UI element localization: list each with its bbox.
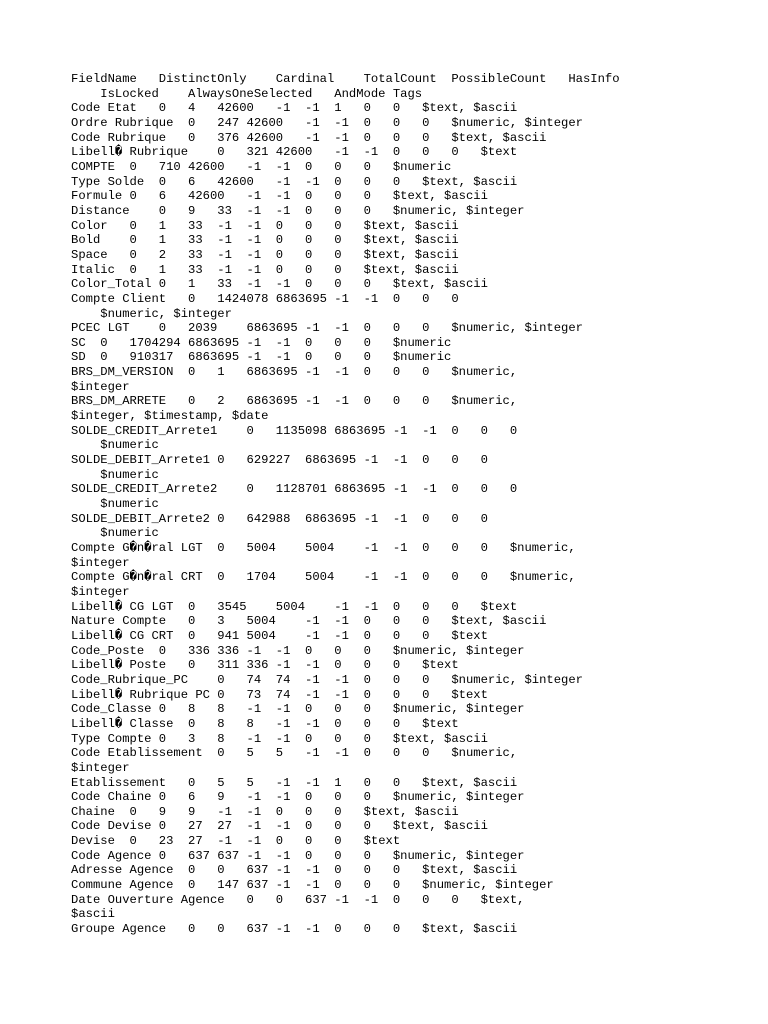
text-line: Nature Compte 0 3 5004 -1 -1 0 0 0 $text, $ascii	[71, 614, 547, 629]
text-line: $integer, $timestamp, $date	[71, 409, 269, 424]
text-line: $numeric	[71, 438, 159, 453]
text-line: $numeric	[71, 526, 159, 541]
text-line: Adresse Agence 0 0 637 -1 -1 0 0 0 $text, $ascii	[71, 863, 518, 878]
text-line: BRS_DM_ARRETE 0 2 6863695 -1 -1 0 0 0 $numeric,	[71, 394, 518, 409]
text-line: Code Etat 0 4 42600 -1 -1 1 0 0 $text, $ascii	[71, 101, 518, 116]
text-line: Libell� CG CRT 0 941 5004 -1 -1 0 0 0 $text	[71, 628, 488, 643]
text-line: Devise 0 23 27 -1 -1 0 0 0 $text	[71, 834, 401, 849]
text-line: Libell� Rubrique 0 321 42600 -1 -1 0 0 0 $text	[71, 145, 518, 160]
text-line: Code Rubrique 0 376 42600 -1 -1 0 0 0 $text, $ascii	[71, 130, 547, 145]
text-line: COMPTE 0 710 42600 -1 -1 0 0 0 $numeric	[71, 159, 452, 174]
text-line: $numeric	[71, 467, 159, 482]
text-line: Libell� Poste 0 311 336 -1 -1 0 0 0 $text	[71, 658, 459, 673]
text-line: $numeric, $integer	[71, 306, 232, 321]
text-line: Bold 0 1 33 -1 -1 0 0 0 $text, $ascii	[71, 233, 459, 248]
text-line: SOLDE_CREDIT_Arrete2 0 1128701 6863695 -1 -1 0 0 0	[71, 482, 518, 497]
text-line: Code_Poste 0 336 336 -1 -1 0 0 0 $numeric, $integer	[71, 643, 525, 658]
text-line: PCEC LGT 0 2039 6863695 -1 -1 0 0 0 $numeric, $integer	[71, 321, 583, 336]
field-listing-text	[71, 72, 620, 937]
text-line: Code Chaine 0 6 9 -1 -1 0 0 0 $numeric, $integer	[71, 790, 525, 805]
text-line: $integer	[71, 555, 130, 570]
text-line: $integer	[71, 584, 130, 599]
text-line: Type Solde 0 6 42600 -1 -1 0 0 0 $text, $ascii	[71, 174, 518, 189]
text-line: Italic 0 1 33 -1 -1 0 0 0 $text, $ascii	[71, 262, 459, 277]
text-line: Code Devise 0 27 27 -1 -1 0 0 0 $text, $ascii	[71, 819, 488, 834]
text-line: $integer	[71, 760, 130, 775]
text-line: BRS_DM_VERSION 0 1 6863695 -1 -1 0 0 0 $numeric,	[71, 365, 518, 380]
text-line: Date Ouverture Agence 0 0 637 -1 -1 0 0 0 $text,	[71, 892, 525, 907]
text-line: Color 0 1 33 -1 -1 0 0 0 $text, $ascii	[71, 218, 459, 233]
text-line: Chaine 0 9 9 -1 -1 0 0 0 $text, $ascii	[71, 804, 459, 819]
text-line: SOLDE_CREDIT_Arrete1 0 1135098 6863695 -1 -1 0 0 0	[71, 423, 518, 438]
text-line: Groupe Agence 0 0 637 -1 -1 0 0 0 $text, $ascii	[71, 922, 518, 937]
text-line: $integer	[71, 379, 130, 394]
text-line: $numeric	[71, 497, 159, 512]
text-line: FieldName DistinctOnly Cardinal TotalCount PossibleCount HasInfo	[71, 72, 620, 86]
text-line: Libell� Classe 0 8 8 -1 -1 0 0 0 $text	[71, 716, 459, 731]
text-line: SOLDE_DEBIT_Arrete1 0 629227 6863695 -1 -1 0 0 0	[71, 453, 488, 468]
text-line: Compte Client 0 1424078 6863695 -1 -1 0 0 0	[71, 291, 459, 306]
text-line: $ascii	[71, 907, 115, 922]
text-line: Ordre Rubrique 0 247 42600 -1 -1 0 0 0 $numeric, $integer	[71, 115, 583, 130]
text-line: Libell� Rubrique PC 0 73 74 -1 -1 0 0 0 $text	[71, 687, 488, 702]
text-line: SOLDE_DEBIT_Arrete2 0 642988 6863695 -1 -1 0 0 0	[71, 511, 488, 526]
text-line: Type Compte 0 3 8 -1 -1 0 0 0 $text, $ascii	[71, 731, 488, 746]
text-line: Distance 0 9 33 -1 -1 0 0 0 $numeric, $integer	[71, 203, 525, 218]
text-line: Code Etablissement 0 5 5 -1 -1 0 0 0 $numeric,	[71, 746, 518, 761]
text-line: Code Agence 0 637 637 -1 -1 0 0 0 $numeric, $integer	[71, 848, 525, 863]
text-line: Commune Agence 0 147 637 -1 -1 0 0 0 $numeric, $integer	[71, 878, 554, 893]
text-line: Compte G�n�ral CRT 0 1704 5004 -1 -1 0 0 0 $numeric,	[71, 570, 576, 585]
text-line: Color_Total 0 1 33 -1 -1 0 0 0 $text, $ascii	[71, 277, 488, 292]
text-line: Compte G�n�ral LGT 0 5004 5004 -1 -1 0 0 0 $numeric,	[71, 541, 576, 555]
text-line: Code_Rubrique_PC 0 74 74 -1 -1 0 0 0 $numeric, $integer	[71, 672, 583, 687]
text-line: IsLocked AlwaysOneSelected AndMode Tags	[71, 86, 423, 101]
text-line: Formule 0 6 42600 -1 -1 0 0 0 $text, $ascii	[71, 189, 488, 204]
text-line: SC 0 1704294 6863695 -1 -1 0 0 0 $numeric	[71, 335, 452, 350]
text-line: SD 0 910317 6863695 -1 -1 0 0 0 $numeric	[71, 350, 452, 365]
text-line: Space 0 2 33 -1 -1 0 0 0 $text, $ascii	[71, 247, 459, 262]
text-line: Libell� CG LGT 0 3545 5004 -1 -1 0 0 0 $text	[71, 599, 518, 614]
text-line: Code_Classe 0 8 8 -1 -1 0 0 0 $numeric, $integer	[71, 702, 525, 717]
text-line: Etablissement 0 5 5 -1 -1 1 0 0 $text, $ascii	[71, 775, 518, 790]
